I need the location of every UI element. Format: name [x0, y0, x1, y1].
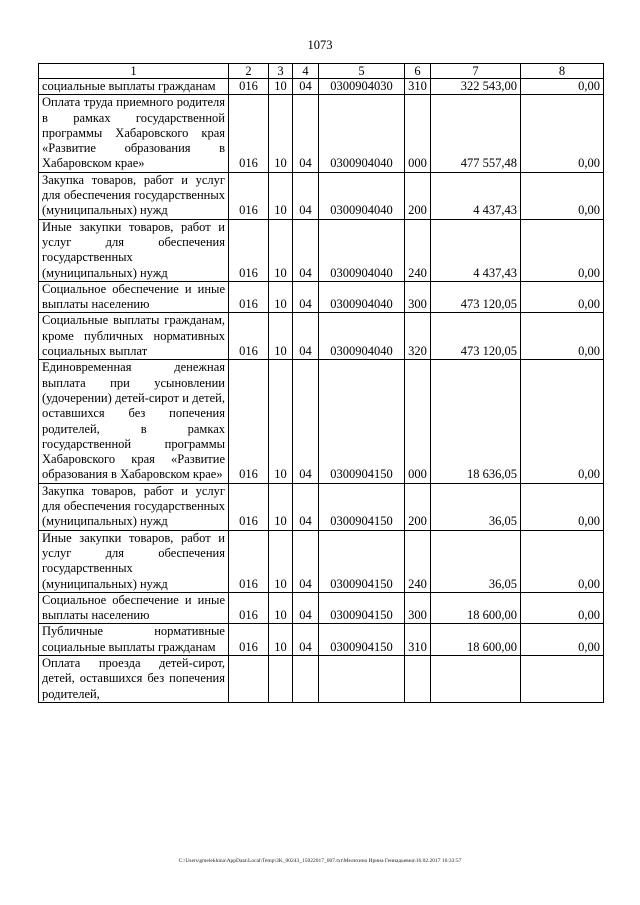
code-cell: 10 [269, 483, 293, 530]
code-cell: 0300904150 [319, 530, 405, 592]
row-name: Социальные выплаты гражданам, кроме публичных нормативных социальных выплат [39, 313, 229, 360]
code-cell: 04 [293, 79, 319, 95]
code-cell: 016 [229, 219, 269, 281]
code-cell: 300 [405, 281, 431, 313]
code-cell: 0300904030 [319, 79, 405, 95]
page-number: 1073 [307, 38, 333, 52]
amount-cell: 473 120,05 [431, 281, 521, 313]
code-cell: 10 [269, 95, 293, 172]
code-cell: 016 [229, 79, 269, 95]
code-cell: 04 [293, 95, 319, 172]
code-cell: 016 [229, 360, 269, 483]
row-name: Социальное обеспечение и иные выплаты населению [39, 281, 229, 313]
code-cell: 0300904150 [319, 592, 405, 624]
code-cell: 300 [405, 592, 431, 624]
code-cell: 000 [405, 95, 431, 172]
amount-cell: 0,00 [521, 79, 604, 95]
amount-cell: 4 437,43 [431, 219, 521, 281]
code-cell: 10 [269, 79, 293, 95]
code-cell: 0300904040 [319, 313, 405, 360]
row-name: Иные закупки товаров, работ и услуг для обеспечения государственных (муниципальных) нужд [39, 530, 229, 592]
footer-file-path: C:\Users\gmelekhina\AppData\Local\Temp\3K_00243_15022017_007.txt\Мелехина Ирина Геннадьевна\16.02.2017 16:33:57 [178, 858, 462, 864]
table-row [39, 172, 604, 219]
code-cell: 04 [293, 530, 319, 592]
code-cell: 016 [229, 530, 269, 592]
amount-cell: 4 437,43 [431, 172, 521, 219]
code-cell [229, 655, 269, 702]
code-cell: 0300904040 [319, 219, 405, 281]
code-cell: 016 [229, 624, 269, 656]
amount-cell: 18 600,00 [431, 592, 521, 624]
amount-cell: 0,00 [521, 530, 604, 592]
code-cell: 04 [293, 281, 319, 313]
budget-table [38, 63, 604, 703]
table-row [39, 360, 604, 483]
code-cell: 240 [405, 530, 431, 592]
code-cell: 016 [229, 313, 269, 360]
amount-cell [431, 655, 521, 702]
code-cell: 0300904150 [319, 483, 405, 530]
header-cell: 6 [405, 64, 431, 79]
code-cell: 04 [293, 624, 319, 656]
amount-cell: 473 120,05 [431, 313, 521, 360]
code-cell: 10 [269, 281, 293, 313]
code-cell: 016 [229, 483, 269, 530]
table-row [39, 313, 604, 360]
amount-cell: 0,00 [521, 281, 604, 313]
header-cell: 3 [269, 64, 293, 79]
code-cell [405, 655, 431, 702]
table-row [39, 530, 604, 592]
code-cell: 04 [293, 360, 319, 483]
code-cell: 0300904040 [319, 281, 405, 313]
amount-cell: 477 557,48 [431, 95, 521, 172]
table-row [39, 79, 604, 95]
table-row [39, 95, 604, 172]
row-name: Оплата проезда детей-сирот, детей, оставшихся без попечения родителей, [39, 655, 229, 702]
amount-cell: 18 636,05 [431, 360, 521, 483]
row-name: Оплата труда приемного родителя в рамках государственной программы Хабаровского края «Развитие образования в Хабаровском крае» [39, 95, 229, 172]
code-cell: 0300904150 [319, 360, 405, 483]
amount-cell: 18 600,00 [431, 624, 521, 656]
code-cell: 10 [269, 360, 293, 483]
amount-cell: 36,05 [431, 483, 521, 530]
code-cell: 000 [405, 360, 431, 483]
code-cell: 0300904040 [319, 95, 405, 172]
code-cell: 10 [269, 172, 293, 219]
amount-cell: 0,00 [521, 624, 604, 656]
header-cell: 2 [229, 64, 269, 79]
header-cell: 5 [319, 64, 405, 79]
code-cell: 04 [293, 483, 319, 530]
code-cell: 320 [405, 313, 431, 360]
code-cell: 04 [293, 592, 319, 624]
code-cell: 10 [269, 530, 293, 592]
row-name: Закупка товаров, работ и услуг для обеспечения государственных (муниципальных) нужд [39, 172, 229, 219]
code-cell: 10 [269, 592, 293, 624]
code-cell: 016 [229, 592, 269, 624]
code-cell: 016 [229, 172, 269, 219]
row-name: Закупка товаров, работ и услуг для обеспечения государственных (муниципальных) нужд [39, 483, 229, 530]
row-name: социальные выплаты гражданам [39, 79, 229, 95]
code-cell: 10 [269, 219, 293, 281]
code-cell: 016 [229, 281, 269, 313]
code-cell: 310 [405, 624, 431, 656]
code-cell: 310 [405, 79, 431, 95]
amount-cell: 0,00 [521, 592, 604, 624]
code-cell: 016 [229, 95, 269, 172]
table-row [39, 281, 604, 313]
header-cell: 8 [521, 64, 604, 79]
code-cell: 240 [405, 219, 431, 281]
table-row [39, 219, 604, 281]
header-cell: 1 [39, 64, 229, 79]
code-cell: 200 [405, 172, 431, 219]
code-cell: 10 [269, 313, 293, 360]
amount-cell: 0,00 [521, 483, 604, 530]
amount-cell: 0,00 [521, 172, 604, 219]
amount-cell: 322 543,00 [431, 79, 521, 95]
code-cell: 0300904040 [319, 172, 405, 219]
amount-cell: 0,00 [521, 219, 604, 281]
table-row [39, 655, 604, 702]
code-cell [319, 655, 405, 702]
code-cell: 04 [293, 219, 319, 281]
code-cell: 0300904150 [319, 624, 405, 656]
header-cell: 4 [293, 64, 319, 79]
header-cell: 7 [431, 64, 521, 79]
code-cell [269, 655, 293, 702]
code-cell [293, 655, 319, 702]
table-row [39, 624, 604, 656]
table-row [39, 592, 604, 624]
row-name: Иные закупки товаров, работ и услуг для обеспечения государственных (муниципальных) нужд [39, 219, 229, 281]
amount-cell [521, 655, 604, 702]
code-cell: 200 [405, 483, 431, 530]
amount-cell: 0,00 [521, 313, 604, 360]
amount-cell: 36,05 [431, 530, 521, 592]
code-cell: 10 [269, 624, 293, 656]
amount-cell: 0,00 [521, 95, 604, 172]
code-cell: 04 [293, 172, 319, 219]
code-cell: 04 [293, 313, 319, 360]
table-row [39, 483, 604, 530]
amount-cell: 0,00 [521, 360, 604, 483]
row-name: Социальное обеспечение и иные выплаты населению [39, 592, 229, 624]
row-name: Публичные нормативные социальные выплаты гражданам [39, 624, 229, 656]
header-row [39, 64, 604, 79]
row-name: Единовременная денежная выплата при усыновлении (удочерении) детей-сирот и детей, оставшихся без попечения родителей, в рамках государственной программы Хабаровского края «Развитие образования в Хабаровском крае» [39, 360, 229, 483]
